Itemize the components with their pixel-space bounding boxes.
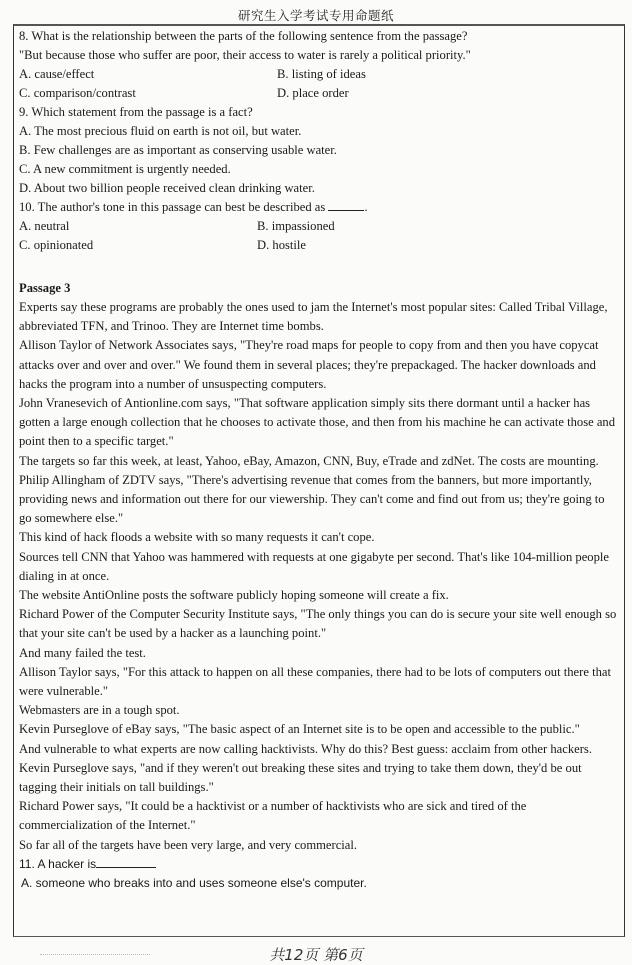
q10-option-d: D. hostile [257, 238, 306, 252]
q8-options-row-2 [19, 84, 619, 103]
passage-paragraph: So far all of the targets have been very large, and very commercial. [19, 837, 358, 852]
q8-option-d: D. place order [277, 86, 349, 100]
q8-options-row-1 [19, 65, 619, 84]
passage-paragraph: Richard Power says, "It could be a hacktivist or a number of hacktivists who are sick and tired of the commercialization of the Internet." [19, 799, 527, 833]
q10-options-row-2 [19, 236, 619, 255]
passage-paragraph: Kevin Purseglove says, "and if they weren't out breaking these sites and trying to take them down, they'd be out tagging their initials on tall buildings." [19, 760, 582, 795]
q8-option-a: A. cause/effect [19, 67, 95, 81]
q11-stem: 11. A hacker is [19, 856, 97, 871]
handwritten-page-number: 共12页 第6页 [269, 946, 363, 964]
q10-answer-blank [328, 198, 364, 211]
q9-option-d: D. About two billion people received clean drinking water. [19, 181, 315, 195]
passage-paragraph: Philip Allingham of ZDTV says, "There's advertising revenue that comes from the banners, but more importantly, providing news and information out there for our viewership. They can't come and find out from us; they're going to go somewhere else." [19, 472, 605, 526]
passage-paragraph: Allison Taylor says, "For this attack to happen on all these companies, there had to be lots of computers out there that were vulnerable." [19, 664, 611, 699]
q9-stem: 9. Which statement from the passage is a fact? [19, 105, 253, 119]
passage-paragraph: Richard Power of the Computer Security Institute says, "The only things you can do is secure your site well enough so that your site can't be used by a hacker as a launching point." [19, 607, 617, 641]
q10-option-c: C. opinionated [19, 238, 94, 252]
q10-stem: 10. The author's tone in this passage can best be described as [19, 200, 326, 214]
q9-option-a: A. The most precious fluid on earth is not oil, but water. [19, 124, 302, 138]
passage-paragraph: John Vranesevich of Antionline.com says, "That software application simply sits there dormant until a hacker has gotten a large enough collection that he chooses to activate those, and then from his machine he can activate those and point then to a specific target." [19, 396, 616, 449]
passage-paragraph: Experts say these programs are probably the ones used to jam the Internet's most popular sites: Called Tribal Village, abbreviated TFN, and Trinoo. They are Internet time bombs. [19, 300, 608, 334]
passage-paragraph: And many failed the test. [19, 645, 146, 660]
page-content [19, 27, 619, 893]
q10-stem-row [19, 198, 619, 217]
q11-answer-blank [96, 855, 156, 868]
section-spacer [19, 255, 619, 279]
q10-option-a: A. neutral [19, 219, 70, 233]
q11-option-a: A. someone who breaks into and uses someone else's computer. [21, 875, 367, 890]
passage-title: Passage 3 [19, 281, 71, 295]
passage-paragraph: Sources tell CNN that Yahoo was hammered with requests at one gigabyte per second. That's like 104-million people dialing in at once. [19, 549, 609, 583]
q9-option-b: B. Few challenges are as important as conserving usable water. [19, 143, 337, 157]
passage-paragraph: The website AntiOnline posts the software publicly hoping someone will create a fix. [19, 588, 449, 603]
q8-option-c: C. comparison/contrast [19, 86, 136, 100]
passage-paragraph: The targets so far this week, at least, Yahoo, eBay, Amazon, CNN, Buy, eTrade and zdNet. The costs are mounting. [19, 453, 599, 468]
passage-paragraph: Webmasters are in a tough spot. [19, 703, 180, 718]
q10-option-b: B. impassioned [257, 219, 335, 233]
exam-paper-header: 研究生入学考试专用命题纸 [237, 8, 394, 23]
passage-paragraph: Allison Taylor of Network Associates says, "They're road maps for people to copy from and then you have copycat attacks over and over and over." We found them in several places; they're prepackaged. The hacker downloads and hacks the program into a number of unsuspecting computers. [19, 338, 599, 391]
q11-stem-row [19, 855, 619, 874]
q10-options-row-1 [19, 217, 619, 236]
q10-stem-end: . [364, 200, 368, 214]
q9-option-c: C. A new commitment is urgently needed. [19, 162, 231, 176]
passage-paragraph: Kevin Purseglove of eBay says, "The basic aspect of an Internet site is to be open and accessible to the public." [19, 722, 580, 737]
passage-paragraph: And vulnerable to what experts are now calling hacktivists. Why do this? Best guess: acclaim from other hackers. [19, 741, 592, 756]
q8-stem: 8. What is the relationship between the parts of the following sentence from the passage? [19, 29, 468, 43]
q8-option-b: B. listing of ideas [277, 67, 366, 81]
q8-quote: "But because those who suffer are poor, their access to water is rarely a political priority." [19, 48, 471, 62]
passage-paragraph: This kind of hack floods a website with so many requests it can't cope. [19, 530, 375, 545]
